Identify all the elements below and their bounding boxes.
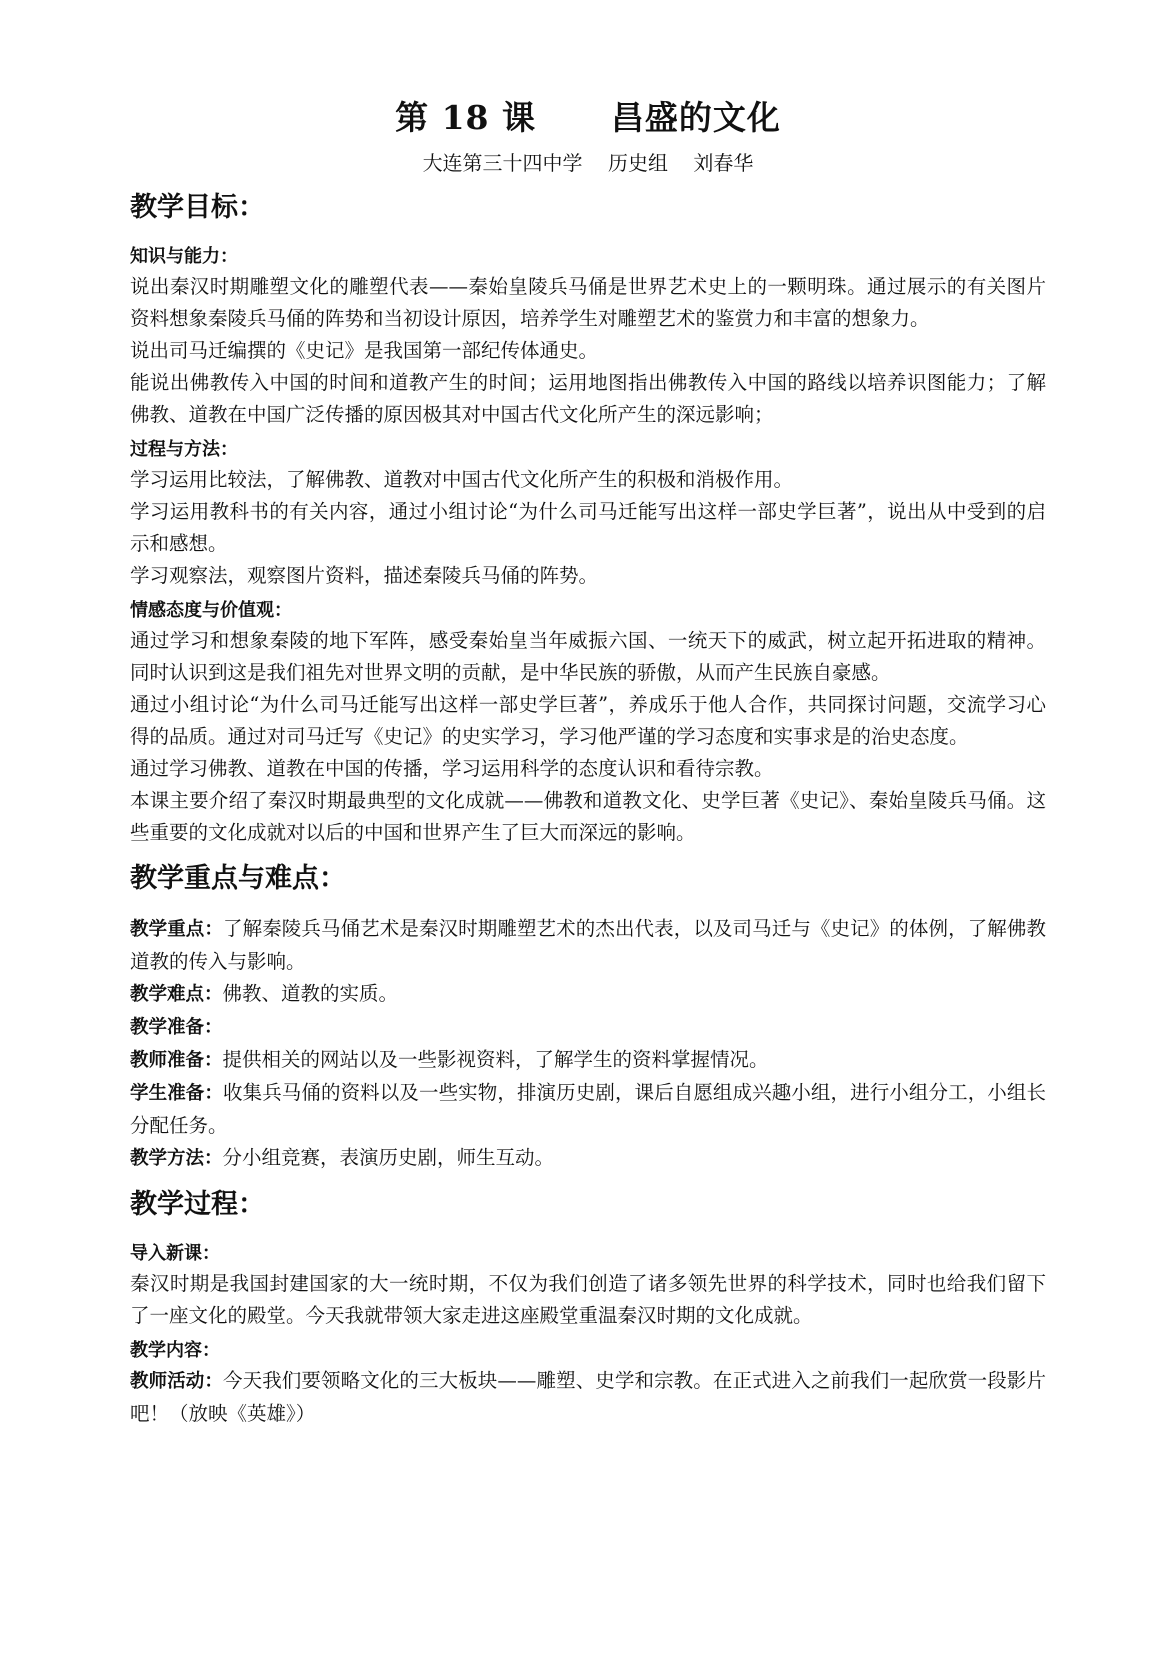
paragraph: 通过学习佛教、道教在中国的传播，学习运用科学的态度认识和看待宗教。 — [130, 757, 774, 780]
difficulty-paragraph — [130, 978, 1046, 1011]
paragraph: 学习运用比较法，了解佛教、道教对中国古代文化所产生的积极和消极作用。 — [130, 468, 794, 491]
teacher-prep-text: 提供相关的网站以及一些影视资料，了解学生的资料掌握情况。 — [222, 1048, 769, 1071]
sub-heading-process: 过程与方法： — [130, 439, 238, 460]
paragraph: 本课主要介绍了秦汉时期最典型的文化成就——佛教和道教文化、史学巨著《史记》、秦始皇陵兵马俑。这些重要的文化成就对以后的中国和世界产生了巨大而深远的影响。 — [130, 789, 1046, 844]
sub-heading-knowledge: 知识与能力： — [130, 246, 238, 267]
paragraph: 说出秦汉时期雕塑文化的雕塑代表——秦始皇陵兵马俑是世界艺术史上的一颗明珠。通过展示的有关图片资料想象秦陵兵马俑的阵势和当初设计原因，培养学生对雕塑艺术的鉴赏力和丰富的想象力。 — [130, 275, 1046, 330]
prep-heading: 教学准备： — [130, 1017, 223, 1038]
section-heading-focus: 教学重点与难点： — [130, 863, 346, 894]
paragraph: 通过小组讨论“为什么司马迁能写出这样一部史学巨著”，养成乐于他人合作，共同探讨问题，交流学习心得的品质。通过对司马迁写《史记》的史实学习，学习他严谨的学习态度和实事求是的治史态度。 — [130, 693, 1046, 748]
sub-heading-content: 教学内容： — [130, 1340, 220, 1361]
paragraph: 通过学习和想象秦陵的地下军阵，感受秦始皇当年威振六国、一统天下的威武，树立起开拓进取的精神。同时认识到这是我们祖先对世界文明的贡献，是中华民族的骄傲，从而产生民族自豪感。 — [130, 629, 1046, 684]
section-heading-goals: 教学目标： — [130, 192, 265, 223]
student-prep-paragraph — [130, 1077, 1046, 1142]
page-title: 第 18 课 昌盛的文化 — [395, 98, 781, 137]
method-label: 教学方法： — [130, 1148, 223, 1169]
key-point-label: 教学重点： — [130, 919, 223, 940]
student-prep-label: 学生准备： — [130, 1083, 223, 1104]
paragraph: 学习观察法，观察图片资料，描述秦陵兵马俑的阵势。 — [130, 564, 599, 587]
student-prep-text: 收集兵马俑的资料以及一些实物，排演历史剧，课后自愿组成兴趣小组，进行小组分工，小组长分配任务。 — [130, 1081, 1046, 1137]
paragraph: 能说出佛教传入中国的时间和道教产生的时间；运用地图指出佛教传入中国的路线以培养识图能力；了解佛教、道教在中国广泛传播的原因极其对中国古代文化所产生的深远影响； — [130, 371, 1046, 426]
section-heading-process: 教学过程： — [130, 1189, 265, 1220]
key-point-text: 了解秦陵兵马俑艺术是秦汉时期雕塑艺术的杰出代表，以及司马迁与《史记》的体例，了解佛教道教的传入与影响。 — [130, 917, 1046, 973]
difficulty-label: 教学难点： — [130, 984, 223, 1005]
paragraph: 学习运用教科书的有关内容，通过小组讨论“为什么司马迁能写出这样一部史学巨著”，说出从中受到的启示和感想。 — [130, 500, 1046, 555]
difficulty-text: 佛教、道教的实质。 — [222, 982, 399, 1005]
teacher-activity-label: 教师活动： — [130, 1371, 223, 1392]
intro-paragraph: 秦汉时期是我国封建国家的大一统时期，不仅为我们创造了诸多领先世界的科学技术，同时也给我们留下了一座文化的殿堂。今天我就带领大家走进这座殿堂重温秦汉时期的文化成就。 — [130, 1272, 1046, 1327]
key-point-paragraph — [130, 913, 1046, 978]
teacher-prep-paragraph — [130, 1044, 1046, 1077]
teacher-activity-paragraph — [130, 1365, 1046, 1430]
method-paragraph — [130, 1142, 1046, 1175]
prep-heading-paragraph — [130, 1011, 1046, 1044]
sub-heading-intro: 导入新课： — [130, 1243, 220, 1264]
author-line: 大连第三十四中学 历史组 刘春华 — [422, 151, 754, 175]
teacher-activity-text: 今天我们要领略文化的三大板块——雕塑、史学和宗教。在正式进入之前我们一起欣赏一段影片吧！（放映《英雄》） — [130, 1369, 1046, 1425]
teacher-prep-label: 教师准备： — [130, 1050, 223, 1071]
sub-heading-emotion: 情感态度与价值观： — [130, 600, 292, 621]
method-text: 分小组竞赛，表演历史剧，师生互动。 — [222, 1146, 555, 1169]
paragraph: 说出司马迁编撰的《史记》是我国第一部纪传体通史。 — [130, 339, 599, 362]
